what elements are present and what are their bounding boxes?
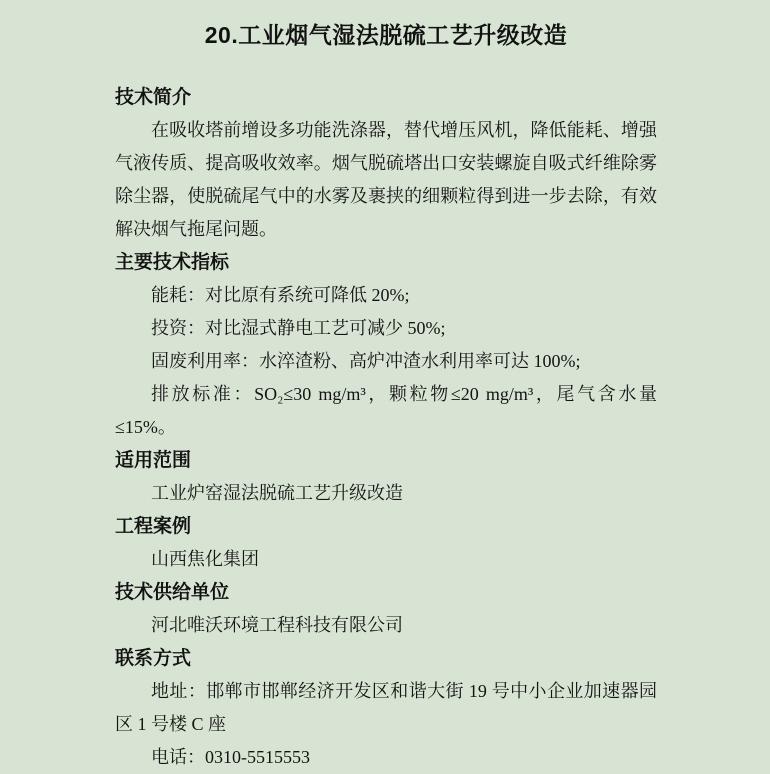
document-section — [115, 510, 657, 576]
section-paragraph: 投资：对比湿式静电工艺可减少 50%; — [151, 318, 446, 338]
section-paragraph: 工业炉窑湿法脱硫工艺升级改造 — [151, 483, 403, 503]
document-section — [115, 444, 657, 510]
section-heading: 联系方式 — [115, 648, 192, 669]
section-heading: 主要技术指标 — [115, 252, 230, 273]
section-paragraph: 在吸收塔前增设多功能洗涤器，替代增压风机，降低能耗、增强气液传质、提高吸收效率。烟气脱硫塔出口安装螺旋自吸式纤维除雾除尘器，使脱硫尾气中的水雾及裹挟的细颗粒得到进一步去除，有效解决烟气拖尾问题。 — [115, 120, 657, 239]
section-paragraph: 山西焦化集团 — [151, 549, 259, 569]
section-paragraph: 电话：0310-5515553 — [151, 747, 310, 767]
section-heading: 工程案例 — [115, 516, 192, 537]
section-paragraph: 地址：邯郸市邯郸经济开发区和谐大街 19 号中小企业加速器园区 1 号楼 C 座 — [115, 681, 657, 734]
document-section — [115, 81, 657, 246]
section-paragraph: 排放标准：SO₂≤30 mg/m³，颗粒物≤20 mg/m³，尾气含水量≤15%。 — [115, 384, 657, 437]
document-section — [115, 246, 657, 444]
section-heading: 技术简介 — [115, 87, 192, 108]
document-section — [115, 642, 657, 774]
document-body — [115, 81, 657, 774]
section-heading: 适用范围 — [115, 450, 192, 471]
section-heading: 技术供给单位 — [115, 582, 230, 603]
document-section — [115, 576, 657, 642]
page-title: 20.工业烟气湿法脱硫工艺升级改造 — [204, 22, 568, 48]
section-paragraph: 固废利用率：水淬渣粉、高炉冲渣水利用率可达 100%; — [151, 351, 581, 371]
section-paragraph: 河北唯沃环境工程科技有限公司 — [151, 615, 403, 635]
section-paragraph: 能耗：对比原有系统可降低 20%; — [151, 285, 410, 305]
